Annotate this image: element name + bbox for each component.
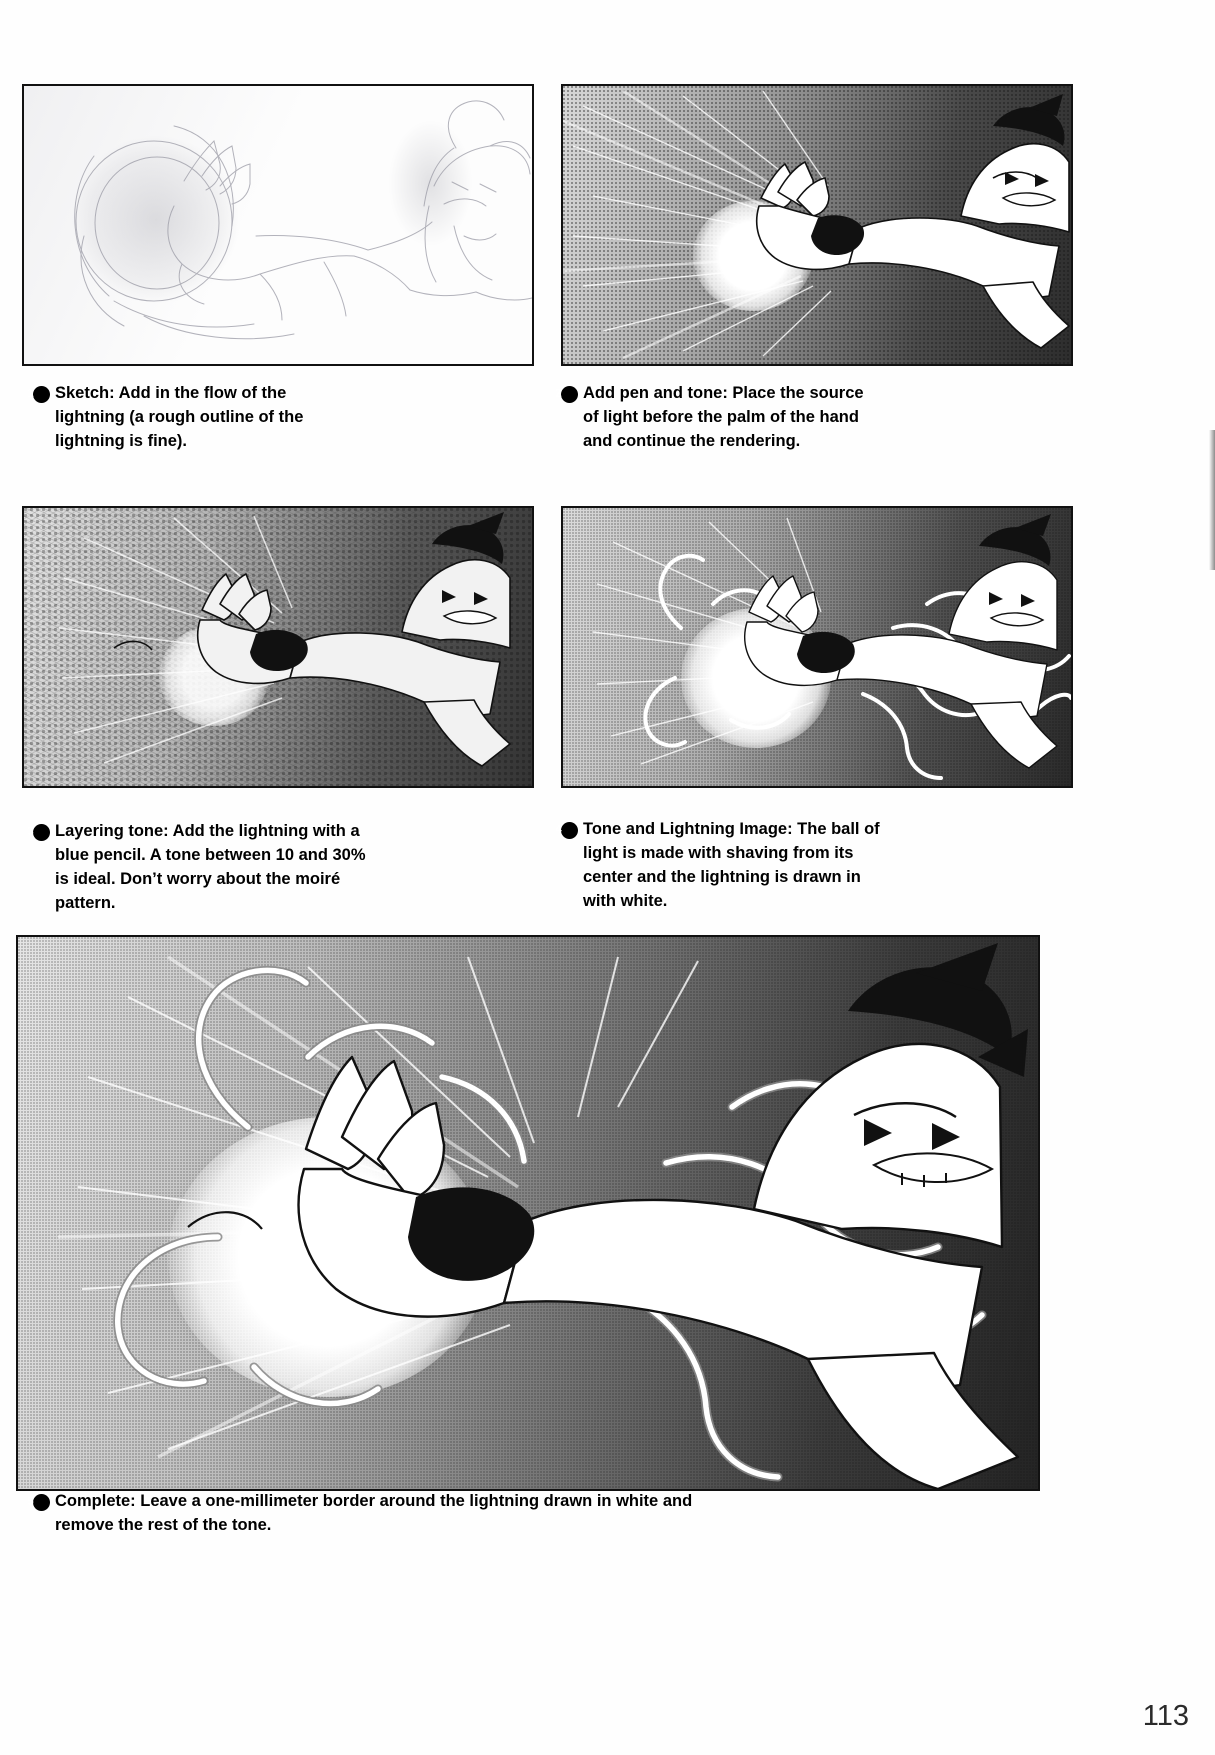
step-3-caption: [27, 820, 370, 916]
step-3-illustration: [22, 506, 534, 788]
step-5-number: 5: [33, 1494, 50, 1511]
step-1-illustration: [22, 84, 534, 366]
sketch-artwork: [24, 86, 532, 364]
step-4-caption: [555, 818, 893, 914]
step-1-number: 1: [33, 386, 50, 403]
step-5-caption: [27, 1490, 755, 1538]
step-4-text: Tone and Lightning Image: The ball of light is made with shaving from its center and the lightning is drawn in with white.: [583, 820, 880, 910]
figure-ink-lines: [24, 508, 532, 786]
step-1-caption: [27, 382, 355, 454]
step-5-text: Complete: Leave a one-millimeter border around the lightning drawn in white and remove the rest of the tone.: [55, 1492, 693, 1534]
figure-ink-lines: [18, 937, 1038, 1489]
step-4-number: 4: [561, 822, 578, 839]
tone-and-lightning-artwork: [563, 508, 1071, 786]
layered-tone-artwork: [24, 508, 532, 786]
finished-artwork: [18, 937, 1038, 1489]
pencil-line-art: [24, 86, 532, 364]
step-4-illustration: [561, 506, 1073, 788]
step-5-illustration: [16, 935, 1040, 1491]
step-2-illustration: [561, 84, 1073, 366]
step-1-text: Sketch: Add in the flow of the lightning (a rough outline of the lightning is fine).: [55, 384, 304, 450]
step-3-number: 3: [33, 824, 50, 841]
figure-ink-lines: [563, 86, 1071, 364]
step-2-number: 2: [561, 386, 578, 403]
step-3-text: Layering tone: Add the lightning with a blue pencil. A tone between 10 and 30% is ideal. Don’t worry about the moiré pattern.: [55, 822, 366, 912]
pen-and-tone-artwork: [563, 86, 1071, 364]
lightning-bolts: [563, 508, 1071, 786]
step-2-text: Add pen and tone: Place the source of light before the palm of the hand and continue the rendering.: [583, 384, 864, 450]
page-edge-shadow: [1209, 430, 1215, 570]
page-number: 113: [1142, 1700, 1189, 1732]
step-2-caption: [555, 382, 883, 454]
